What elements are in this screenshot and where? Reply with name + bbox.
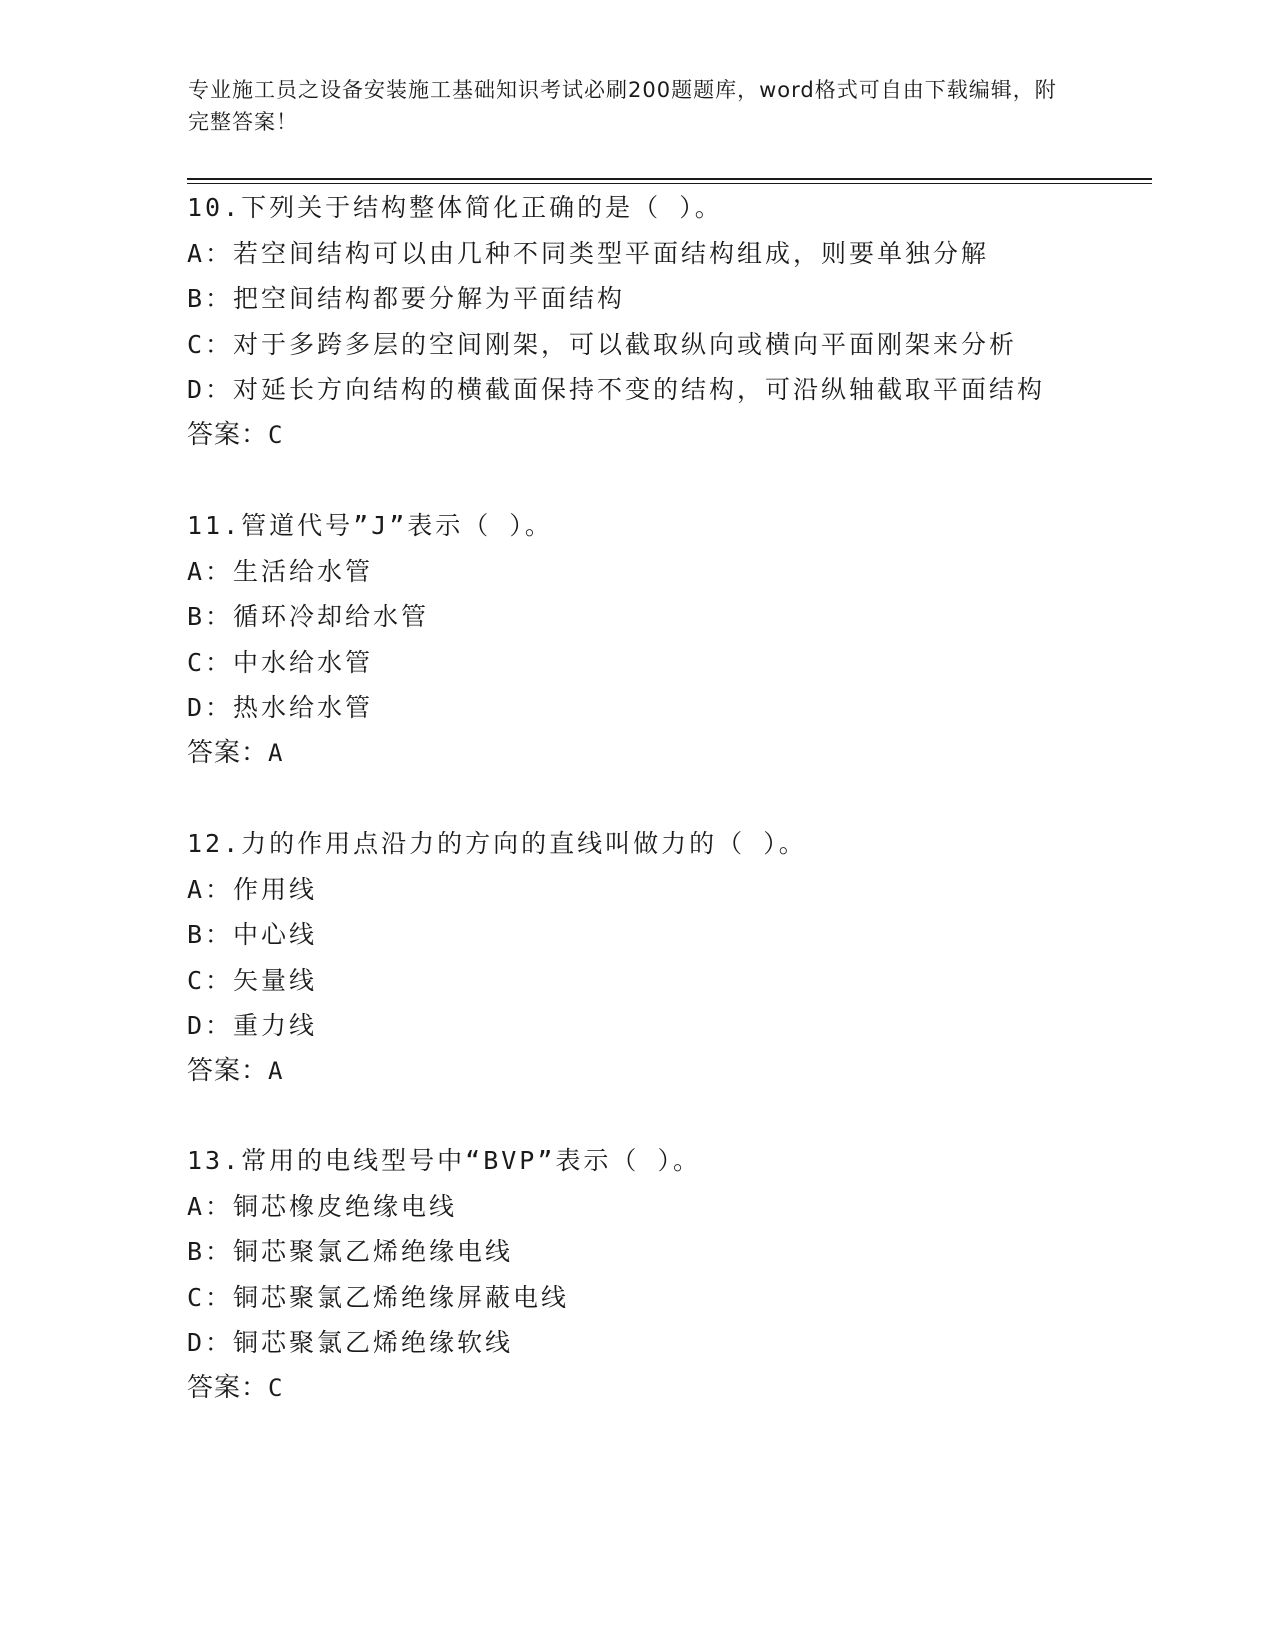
question-block-11	[187, 503, 1147, 776]
option-a: A：生活给水管	[187, 556, 374, 586]
question-stem: 13.常用的电线型号中“BVP”表示（ ）。	[187, 1146, 701, 1175]
answer-value: C	[268, 420, 284, 449]
option-b: B：循环冷却给水管	[187, 602, 430, 631]
answer-value: A	[268, 1056, 284, 1085]
question-block-12	[187, 821, 1147, 1094]
answer-line	[187, 731, 1147, 777]
answer-line	[187, 413, 1147, 459]
option-d: D：重力线	[187, 1011, 318, 1040]
question-stem: 12.力的作用点沿力的方向的直线叫做力的（ ）。	[187, 829, 807, 858]
option-b: B：把空间结构都要分解为平面结构	[187, 284, 626, 313]
answer-value: C	[268, 1373, 284, 1402]
option-c: C：对于多跨多层的空间刚架，可以截取纵向或横向平面刚架来分析	[187, 329, 1018, 359]
option-b: B：铜芯聚氯乙烯绝缘电线	[187, 1237, 514, 1266]
option-a: A：作用线	[187, 874, 318, 904]
option-a: A：若空间结构可以由几种不同类型平面结构组成，则要单独分解	[187, 238, 990, 268]
answer-value: A	[268, 738, 284, 767]
option-d: D：热水给水管	[187, 693, 374, 722]
header-divider-thin	[187, 183, 1152, 184]
header-divider-thick	[187, 178, 1152, 180]
option-b: B：中心线	[187, 920, 318, 949]
question-stem: 10.下列关于结构整体简化正确的是（ ）。	[187, 193, 723, 222]
option-c: C：矢量线	[187, 965, 318, 995]
question-stem: 11.管道代号”J”表示（ ）。	[187, 511, 553, 540]
document-header: 专业施工员之设备安装施工基础知识考试必刷200题题库，word格式可自由下载编辑，附完整答案！	[188, 78, 1057, 134]
answer-label: 答案：	[187, 1372, 269, 1403]
option-c: C：中水给水管	[187, 647, 374, 677]
option-d: D：铜芯聚氯乙烯绝缘软线	[187, 1328, 514, 1357]
option-d: D：对延长方向结构的横截面保持不变的结构，可沿纵轴截取平面结构	[187, 375, 1046, 404]
question-block-13	[187, 1138, 1147, 1411]
answer-line	[187, 1366, 1147, 1412]
answer-label: 答案：	[187, 419, 269, 450]
answer-label: 答案：	[187, 1055, 269, 1086]
answer-line	[187, 1049, 1147, 1095]
answer-label: 答案：	[187, 737, 269, 768]
option-a: A：铜芯橡皮绝缘电线	[187, 1191, 458, 1221]
option-c: C：铜芯聚氯乙烯绝缘屏蔽电线	[187, 1282, 570, 1312]
question-block-10	[187, 185, 1147, 458]
